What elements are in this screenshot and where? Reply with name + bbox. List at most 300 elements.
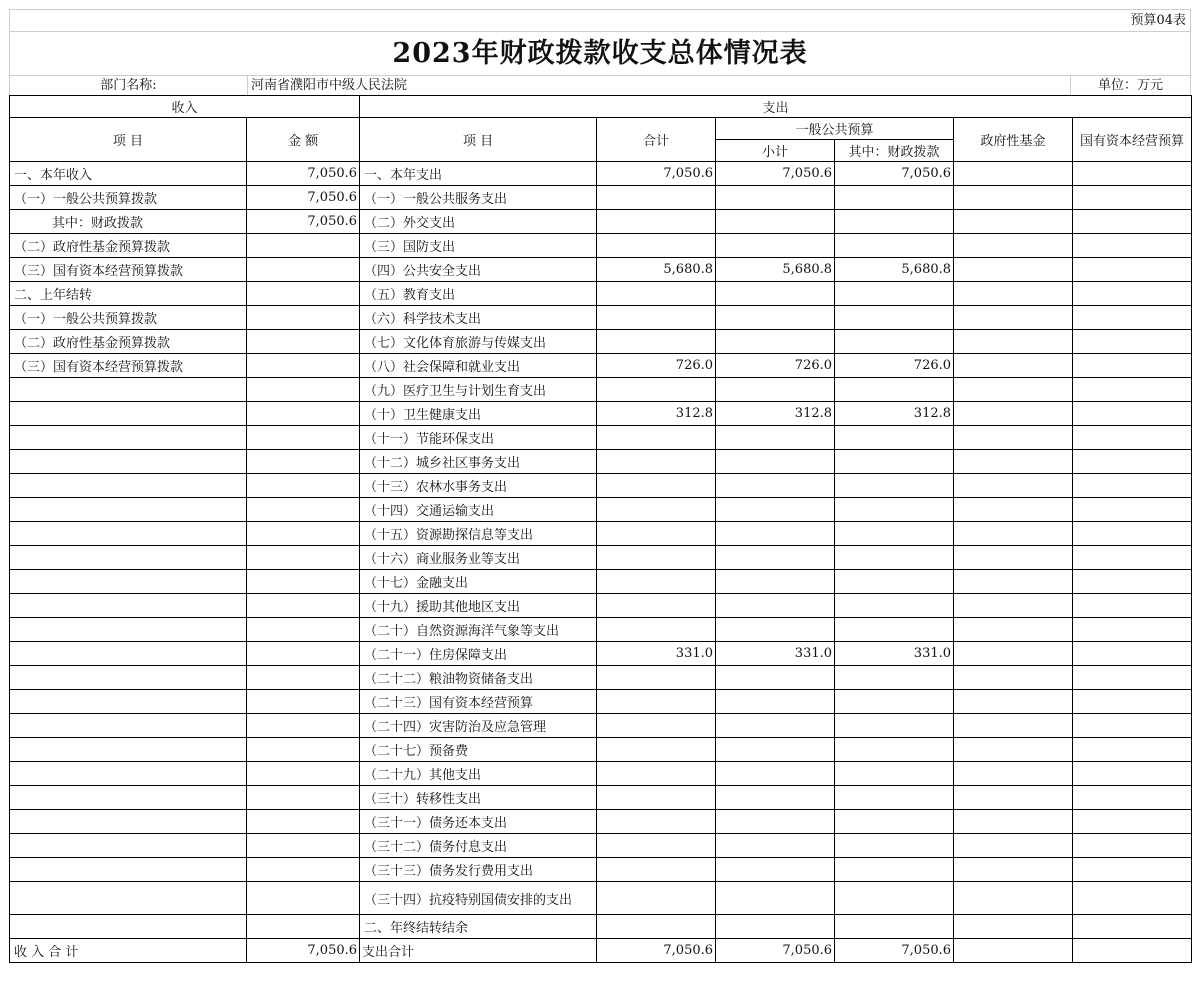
fiscal-cell [835, 306, 954, 330]
gov-fund-cell [954, 810, 1073, 834]
state-capital-cell [1073, 642, 1192, 666]
totals-fiscal: 7,050.6 [835, 939, 954, 963]
expense-item-cell: （二十二）粮油物资储备支出 [360, 666, 597, 690]
gov-fund-cell [954, 498, 1073, 522]
total-cell [597, 618, 716, 642]
totals-total: 7,050.6 [597, 939, 716, 963]
expense-item-cell: （一）一般公共服务支出 [360, 186, 597, 210]
expense-item-cell: （二十四）灾害防治及应急管理 [360, 714, 597, 738]
fiscal-cell [835, 762, 954, 786]
table-row [10, 426, 1192, 450]
gov-fund-cell [954, 618, 1073, 642]
total-cell [597, 306, 716, 330]
state-capital-cell [1073, 354, 1192, 378]
subtotal-cell [716, 450, 835, 474]
gov-fund-cell [954, 282, 1073, 306]
gov-fund-cell [954, 186, 1073, 210]
table-row [10, 498, 1192, 522]
fiscal-cell [835, 426, 954, 450]
total-cell [597, 762, 716, 786]
fiscal-cell [835, 666, 954, 690]
total-cell [597, 810, 716, 834]
income-item-cell [10, 618, 247, 642]
income-item-cell: （三）国有资本经营预算拨款 [10, 354, 247, 378]
total-cell: 331.0 [597, 642, 716, 666]
gov-fund-cell [954, 522, 1073, 546]
header-income: 收入 [10, 96, 360, 118]
subtotal-cell [716, 714, 835, 738]
state-capital-cell [1073, 210, 1192, 234]
total-cell [597, 522, 716, 546]
budget-table [9, 95, 1192, 963]
header-general-budget: 一般公共预算 [716, 118, 954, 140]
income-item-cell [10, 762, 247, 786]
state-capital-cell [1073, 258, 1192, 282]
fiscal-cell: 5,680.8 [835, 258, 954, 282]
gov-fund-cell [954, 546, 1073, 570]
gov-fund-cell [954, 915, 1073, 939]
gov-fund-cell [954, 594, 1073, 618]
state-capital-cell [1073, 498, 1192, 522]
state-capital-cell [1073, 306, 1192, 330]
income-item-cell [10, 522, 247, 546]
subtotal-cell [716, 378, 835, 402]
totals-income-label: 收 入 合 计 [10, 939, 247, 963]
state-capital-cell [1073, 915, 1192, 939]
fiscal-cell [835, 546, 954, 570]
header-subtotal: 小计 [716, 140, 835, 162]
gov-fund-cell [954, 426, 1073, 450]
subtotal-cell [716, 210, 835, 234]
gov-fund-cell [954, 786, 1073, 810]
gov-fund-cell [954, 642, 1073, 666]
gov-fund-cell [954, 570, 1073, 594]
fiscal-cell [835, 450, 954, 474]
gov-fund-cell [954, 258, 1073, 282]
expense-item-cell: （十七）金融支出 [360, 570, 597, 594]
state-capital-cell [1073, 474, 1192, 498]
totals-expense-label: 支出合计 [360, 939, 597, 963]
fiscal-cell [835, 714, 954, 738]
fiscal-cell [835, 594, 954, 618]
expense-item-cell: （十五）资源勘探信息等支出 [360, 522, 597, 546]
income-item-cell: （一）一般公共预算拨款 [10, 186, 247, 210]
fiscal-cell: 331.0 [835, 642, 954, 666]
fiscal-cell [835, 858, 954, 882]
state-capital-cell [1073, 330, 1192, 354]
expense-item-cell: （九）医疗卫生与计划生育支出 [360, 378, 597, 402]
fiscal-cell: 726.0 [835, 354, 954, 378]
income-amount-cell [247, 522, 360, 546]
fiscal-cell [835, 498, 954, 522]
income-amount-cell [247, 642, 360, 666]
state-capital-cell [1073, 522, 1192, 546]
state-capital-cell [1073, 426, 1192, 450]
header-total: 合计 [597, 118, 716, 162]
total-cell [597, 882, 716, 915]
fiscal-cell [835, 282, 954, 306]
income-amount-cell [247, 618, 360, 642]
state-capital-cell [1073, 714, 1192, 738]
fiscal-cell [835, 330, 954, 354]
income-item-cell [10, 498, 247, 522]
income-amount-cell [247, 426, 360, 450]
income-amount-cell [247, 498, 360, 522]
table-row [10, 258, 1192, 282]
income-item-cell [10, 450, 247, 474]
gov-fund-cell [954, 306, 1073, 330]
income-amount-cell [247, 714, 360, 738]
subtotal-cell [716, 762, 835, 786]
table-row [10, 306, 1192, 330]
state-capital-cell [1073, 402, 1192, 426]
state-capital-cell [1073, 618, 1192, 642]
subtotal-cell: 726.0 [716, 354, 835, 378]
fiscal-cell [835, 234, 954, 258]
fiscal-cell [835, 810, 954, 834]
gov-fund-cell [954, 714, 1073, 738]
totals-income-amount: 7,050.6 [247, 939, 360, 963]
gov-fund-cell [954, 666, 1073, 690]
subtotal-cell [716, 498, 835, 522]
header-income-amount: 金 额 [247, 118, 360, 162]
income-amount-cell [247, 882, 360, 915]
expense-item-cell: （二十九）其他支出 [360, 762, 597, 786]
total-cell [597, 186, 716, 210]
state-capital-cell [1073, 546, 1192, 570]
expense-item-cell: （三十二）债务付息支出 [360, 834, 597, 858]
form-code: 预算04表 [9, 9, 1191, 31]
income-item-cell [10, 738, 247, 762]
gov-fund-cell [954, 330, 1073, 354]
gov-fund-cell [954, 210, 1073, 234]
subtotal-cell [716, 522, 835, 546]
state-capital-cell [1073, 834, 1192, 858]
gov-fund-cell [954, 738, 1073, 762]
subtotal-cell [716, 546, 835, 570]
expense-item-cell: （三十三）债务发行费用支出 [360, 858, 597, 882]
income-amount-cell [247, 282, 360, 306]
table-row [10, 858, 1192, 882]
meta-row [9, 75, 1191, 95]
fiscal-cell [835, 210, 954, 234]
income-item-cell [10, 882, 247, 915]
expense-item-cell: 二、年终结转结余 [360, 915, 597, 939]
subtotal-cell [716, 282, 835, 306]
income-amount-cell [247, 810, 360, 834]
income-amount-cell [247, 762, 360, 786]
state-capital-cell [1073, 186, 1192, 210]
subtotal-cell [716, 570, 835, 594]
subtotal-cell [716, 810, 835, 834]
total-cell [597, 666, 716, 690]
expense-item-cell: （十一）节能环保支出 [360, 426, 597, 450]
subtotal-cell [716, 834, 835, 858]
table-row [10, 570, 1192, 594]
income-amount-cell [247, 570, 360, 594]
subtotal-cell [716, 882, 835, 915]
table-row [10, 666, 1192, 690]
totals-row [10, 939, 1192, 963]
state-capital-cell [1073, 450, 1192, 474]
expense-item-cell: （十六）商业服务业等支出 [360, 546, 597, 570]
total-cell [597, 234, 716, 258]
table-row [10, 402, 1192, 426]
table-row [10, 282, 1192, 306]
gov-fund-cell [954, 234, 1073, 258]
subtotal-cell [716, 618, 835, 642]
income-amount-cell [247, 306, 360, 330]
income-amount-cell [247, 690, 360, 714]
income-item-cell [10, 570, 247, 594]
income-amount-cell [247, 915, 360, 939]
state-capital-cell [1073, 738, 1192, 762]
subtotal-cell [716, 234, 835, 258]
fiscal-cell [835, 378, 954, 402]
expense-item-cell: （三十一）债务还本支出 [360, 810, 597, 834]
gov-fund-cell [954, 762, 1073, 786]
header-state-capital: 国有资本经营预算 [1073, 118, 1192, 162]
income-item-cell [10, 546, 247, 570]
fiscal-cell [835, 522, 954, 546]
table-row [10, 642, 1192, 666]
income-item-cell [10, 594, 247, 618]
expense-item-cell: （二十七）预备费 [360, 738, 597, 762]
fiscal-cell: 312.8 [835, 402, 954, 426]
expense-item-cell: （七）文化体育旅游与传媒支出 [360, 330, 597, 354]
income-item-cell: （三）国有资本经营预算拨款 [10, 258, 247, 282]
budget-sheet [9, 9, 1191, 963]
expense-item-cell: （二十一）住房保障支出 [360, 642, 597, 666]
table-row [10, 474, 1192, 498]
table-row [10, 522, 1192, 546]
gov-fund-cell [954, 858, 1073, 882]
income-amount-cell [247, 858, 360, 882]
fiscal-cell [835, 915, 954, 939]
header-income-item: 项 目 [10, 118, 247, 162]
income-amount-cell [247, 450, 360, 474]
gov-fund-cell [954, 834, 1073, 858]
fiscal-cell [835, 738, 954, 762]
total-cell: 312.8 [597, 402, 716, 426]
income-amount-cell [247, 546, 360, 570]
subtotal-cell [716, 690, 835, 714]
state-capital-cell [1073, 882, 1192, 915]
total-cell [597, 738, 716, 762]
subtotal-cell [716, 786, 835, 810]
total-cell: 726.0 [597, 354, 716, 378]
income-item-cell: 其中：财政拨款 [10, 210, 247, 234]
table-row [10, 378, 1192, 402]
table-row [10, 762, 1192, 786]
total-cell [597, 834, 716, 858]
state-capital-cell [1073, 570, 1192, 594]
state-capital-cell [1073, 594, 1192, 618]
table-row [10, 738, 1192, 762]
state-capital-cell [1073, 858, 1192, 882]
table-row [10, 915, 1192, 939]
total-cell [597, 858, 716, 882]
state-capital-cell [1073, 234, 1192, 258]
total-cell [597, 594, 716, 618]
gov-fund-cell [954, 378, 1073, 402]
income-item-cell [10, 915, 247, 939]
subtotal-cell [716, 594, 835, 618]
expense-item-cell: 一、本年支出 [360, 162, 597, 186]
income-item-cell [10, 378, 247, 402]
income-amount-cell [247, 474, 360, 498]
table-row [10, 162, 1192, 186]
table-row [10, 714, 1192, 738]
table-row [10, 234, 1192, 258]
total-cell [597, 690, 716, 714]
income-item-cell: 二、上年结转 [10, 282, 247, 306]
income-amount-cell: 7,050.6 [247, 186, 360, 210]
gov-fund-cell [954, 474, 1073, 498]
subtotal-cell [716, 186, 835, 210]
expense-item-cell: （八）社会保障和就业支出 [360, 354, 597, 378]
income-item-cell [10, 858, 247, 882]
fiscal-cell [835, 474, 954, 498]
dept-name: 河南省濮阳市中级人民法院 [251, 78, 408, 93]
fiscal-cell [835, 618, 954, 642]
subtotal-cell [716, 426, 835, 450]
subtotal-cell [716, 915, 835, 939]
income-amount-cell [247, 354, 360, 378]
income-item-cell [10, 810, 247, 834]
expense-item-cell: （六）科学技术支出 [360, 306, 597, 330]
expense-item-cell: （十三）农林水事务支出 [360, 474, 597, 498]
total-cell [597, 546, 716, 570]
expense-item-cell: （三十四）抗疫特别国债安排的支出 [360, 882, 597, 915]
state-capital-cell [1073, 786, 1192, 810]
gov-fund-cell [954, 450, 1073, 474]
expense-item-cell: （二十）自然资源海洋气象等支出 [360, 618, 597, 642]
income-item-cell: （二）政府性基金预算拨款 [10, 234, 247, 258]
expense-item-cell: （十二）城乡社区事务支出 [360, 450, 597, 474]
income-item-cell [10, 642, 247, 666]
table-row [10, 834, 1192, 858]
total-cell [597, 330, 716, 354]
subtotal-cell: 331.0 [716, 642, 835, 666]
fiscal-cell [835, 834, 954, 858]
expense-item-cell: （三）国防支出 [360, 234, 597, 258]
table-row [10, 690, 1192, 714]
expense-item-cell: （十九）援助其他地区支出 [360, 594, 597, 618]
total-cell [597, 714, 716, 738]
expense-item-cell: （十四）交通运输支出 [360, 498, 597, 522]
table-row [10, 786, 1192, 810]
income-amount-cell [247, 738, 360, 762]
income-amount-cell [247, 666, 360, 690]
header-fiscal: 其中：财政拨款 [835, 140, 954, 162]
dept-label: 部门名称: [10, 76, 248, 95]
fiscal-cell [835, 186, 954, 210]
income-amount-cell [247, 786, 360, 810]
fiscal-cell [835, 570, 954, 594]
income-item-cell: 一、本年收入 [10, 162, 247, 186]
income-item-cell: （二）政府性基金预算拨款 [10, 330, 247, 354]
income-amount-cell [247, 330, 360, 354]
income-amount-cell: 7,050.6 [247, 162, 360, 186]
income-amount-cell [247, 402, 360, 426]
fiscal-cell: 7,050.6 [835, 162, 954, 186]
income-item-cell [10, 666, 247, 690]
total-cell [597, 786, 716, 810]
table-row [10, 354, 1192, 378]
header-expense-item: 项 目 [360, 118, 597, 162]
total-cell [597, 474, 716, 498]
table-row [10, 186, 1192, 210]
totals-state-capital [1073, 939, 1192, 963]
state-capital-cell [1073, 666, 1192, 690]
gov-fund-cell [954, 402, 1073, 426]
state-capital-cell [1073, 282, 1192, 306]
total-cell [597, 282, 716, 306]
subtotal-cell: 312.8 [716, 402, 835, 426]
table-row [10, 618, 1192, 642]
income-item-cell [10, 426, 247, 450]
table-row [10, 546, 1192, 570]
page-title: 2023年财政拨款收支总体情况表 [9, 31, 1191, 75]
income-amount-cell [247, 258, 360, 282]
header-expense: 支出 [360, 96, 1192, 118]
state-capital-cell [1073, 810, 1192, 834]
table-row [10, 330, 1192, 354]
expense-item-cell: （二十三）国有资本经营预算 [360, 690, 597, 714]
total-cell [597, 450, 716, 474]
subtotal-cell [716, 666, 835, 690]
income-item-cell [10, 690, 247, 714]
state-capital-cell [1073, 378, 1192, 402]
expense-item-cell: （四）公共安全支出 [360, 258, 597, 282]
income-item-cell [10, 474, 247, 498]
income-amount-cell [247, 378, 360, 402]
income-amount-cell [247, 594, 360, 618]
income-amount-cell [247, 234, 360, 258]
total-cell: 5,680.8 [597, 258, 716, 282]
expense-item-cell: （十）卫生健康支出 [360, 402, 597, 426]
gov-fund-cell [954, 354, 1073, 378]
income-item-cell [10, 834, 247, 858]
expense-item-cell: （三十）转移性支出 [360, 786, 597, 810]
unit-label: 单位：万元 [1070, 76, 1190, 95]
fiscal-cell [835, 786, 954, 810]
income-item-cell [10, 402, 247, 426]
gov-fund-cell [954, 162, 1073, 186]
totals-gov-fund [954, 939, 1073, 963]
income-amount-cell [247, 834, 360, 858]
income-item-cell [10, 714, 247, 738]
fiscal-cell [835, 690, 954, 714]
total-cell [597, 210, 716, 234]
table-row [10, 450, 1192, 474]
subtotal-cell [716, 474, 835, 498]
gov-fund-cell [954, 690, 1073, 714]
table-row [10, 882, 1192, 915]
subtotal-cell: 7,050.6 [716, 162, 835, 186]
income-item-cell [10, 786, 247, 810]
table-row [10, 810, 1192, 834]
total-cell [597, 378, 716, 402]
header-gov-fund: 政府性基金 [954, 118, 1073, 162]
subtotal-cell [716, 330, 835, 354]
state-capital-cell [1073, 762, 1192, 786]
subtotal-cell [716, 858, 835, 882]
total-cell [597, 426, 716, 450]
total-cell [597, 498, 716, 522]
total-cell [597, 570, 716, 594]
